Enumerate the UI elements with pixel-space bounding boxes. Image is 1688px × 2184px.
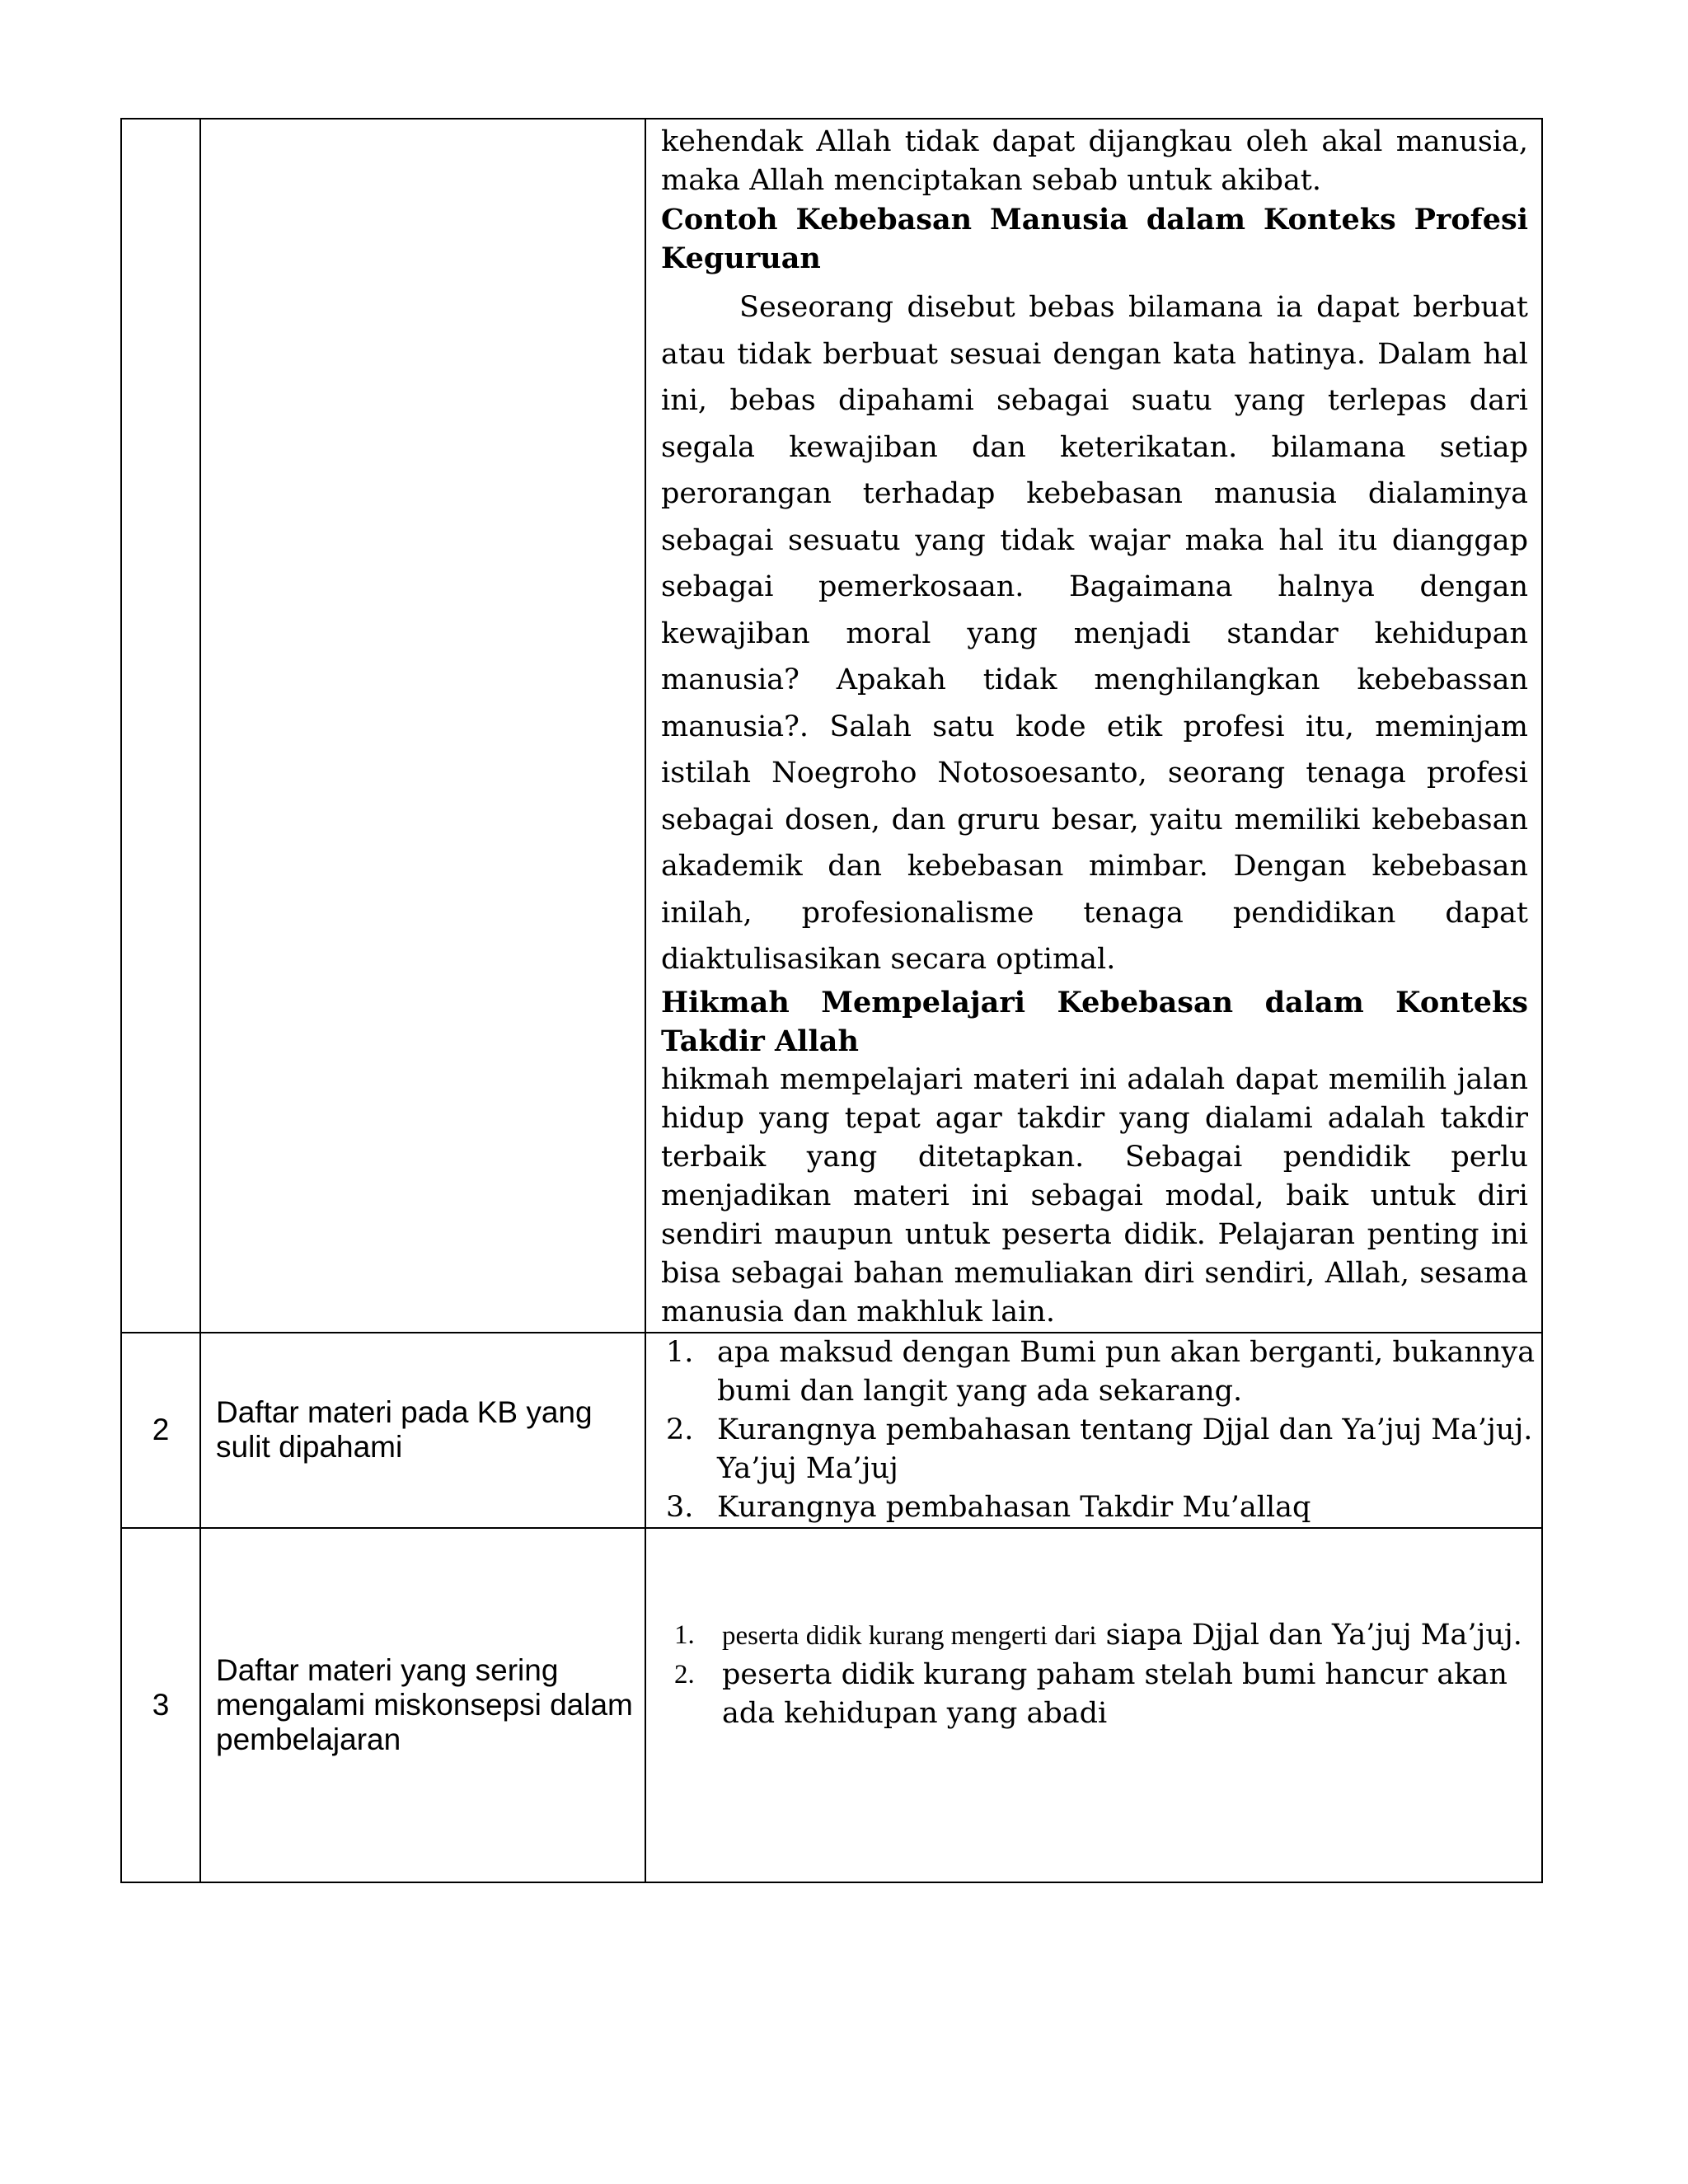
content-cell (645, 1528, 1542, 1882)
difficult-topics-list (666, 1333, 1541, 1527)
table-row (121, 1333, 1542, 1528)
label-cell (200, 119, 645, 1333)
list-item: 2. Kurangnya pembahasan tentang Djjal dan Ya’juj Ma’juj. Ya’juj Ma’juj (666, 1413, 1533, 1485)
table-row (121, 119, 1542, 1333)
section-heading-kebebasan-profesi: Contoh Kebebasan Manusia dalam Konteks Profesi Keguruan (661, 203, 1528, 275)
list-item: 3. Kurangnya pembahasan Takdir Mu’allaq (666, 1490, 1311, 1524)
paragraph-continuation: kehendak Allah tidak dapat dijangkau oleh akal manusia, maka Allah menciptakan sebab untuk akibat. (661, 125, 1528, 197)
row-label: Daftar materi pada KB yang sulit dipahami (200, 1333, 645, 1528)
number-cell (121, 119, 200, 1333)
paragraph-kebebasan: Seseorang disebut bebas bilamana ia dapat berbuat atau tidak berbuat sesuai dengan kata hatinya. Dalam hal ini, bebas dipahami sebagai suatu yang terlepas dari segala kewajiban dan keterikatan. bilamana setiap perorangan terhadap kebebasan manusia dialaminya sebagai sesuatu yang tidak wajar maka hal itu dianggap sebagai pemerkosaan. Bagaimana halnya dengan kewajiban moral yang menjadi standar kehidupan manusia? Apakah tidak menghilangkan kebebassan manusia?. Salah satu kode etik profesi itu, meminjam istilah Noegroho Notosoesanto, seorang tenaga profesi sebagai dosen, dan gruru besar, yaitu memiliki kebebasan akademik dan kebebasan mimbar. Dengan kebebasan inilah, profesionalisme tenaga pendidikan dapat diaktulisasikan secara optimal. (661, 291, 1528, 976)
misconception-list (674, 1616, 1541, 1733)
list-item: 2. peserta didik kurang paham stelah bumi hancur akan ada kehidupan yang abadi (674, 1657, 1507, 1730)
row-number: 3 (121, 1528, 200, 1882)
paragraph-hikmah: hikmah mempelajari materi ini adalah dapat memilih jalan hidup yang tepat agar takdir yang dialami adalah takdir terbaik yang ditetapkan. Sebagai pendidik perlu menjadikan materi ini sebagai modal, baik untuk diri sendiri maupun untuk peserta didik. Pelajaran penting ini bisa sebagai bahan memuliakan diri sendiri, Allah, sesama manusia dan makhluk lain. (661, 1062, 1528, 1329)
section-heading-hikmah: Hikmah Mempelajari Kebebasan dalam Konteks Takdir Allah (661, 985, 1528, 1058)
list-item: 1. apa maksud dengan Bumi pun akan berganti, bukannya bumi dan langit yang ada sekarang. (666, 1335, 1536, 1408)
row-label: Daftar materi yang sering mengalami miskonsepsi dalam pembelajaran (200, 1528, 645, 1882)
content-cell (645, 1333, 1542, 1528)
list-item: 1. peserta didik kurang mengerti dari siapa Djjal dan Ya’juj Ma’juj. (674, 1618, 1522, 1652)
content-cell (645, 119, 1542, 1333)
table-row (121, 1528, 1542, 1882)
evaluation-table (120, 118, 1543, 1883)
row-number: 2 (121, 1333, 200, 1528)
